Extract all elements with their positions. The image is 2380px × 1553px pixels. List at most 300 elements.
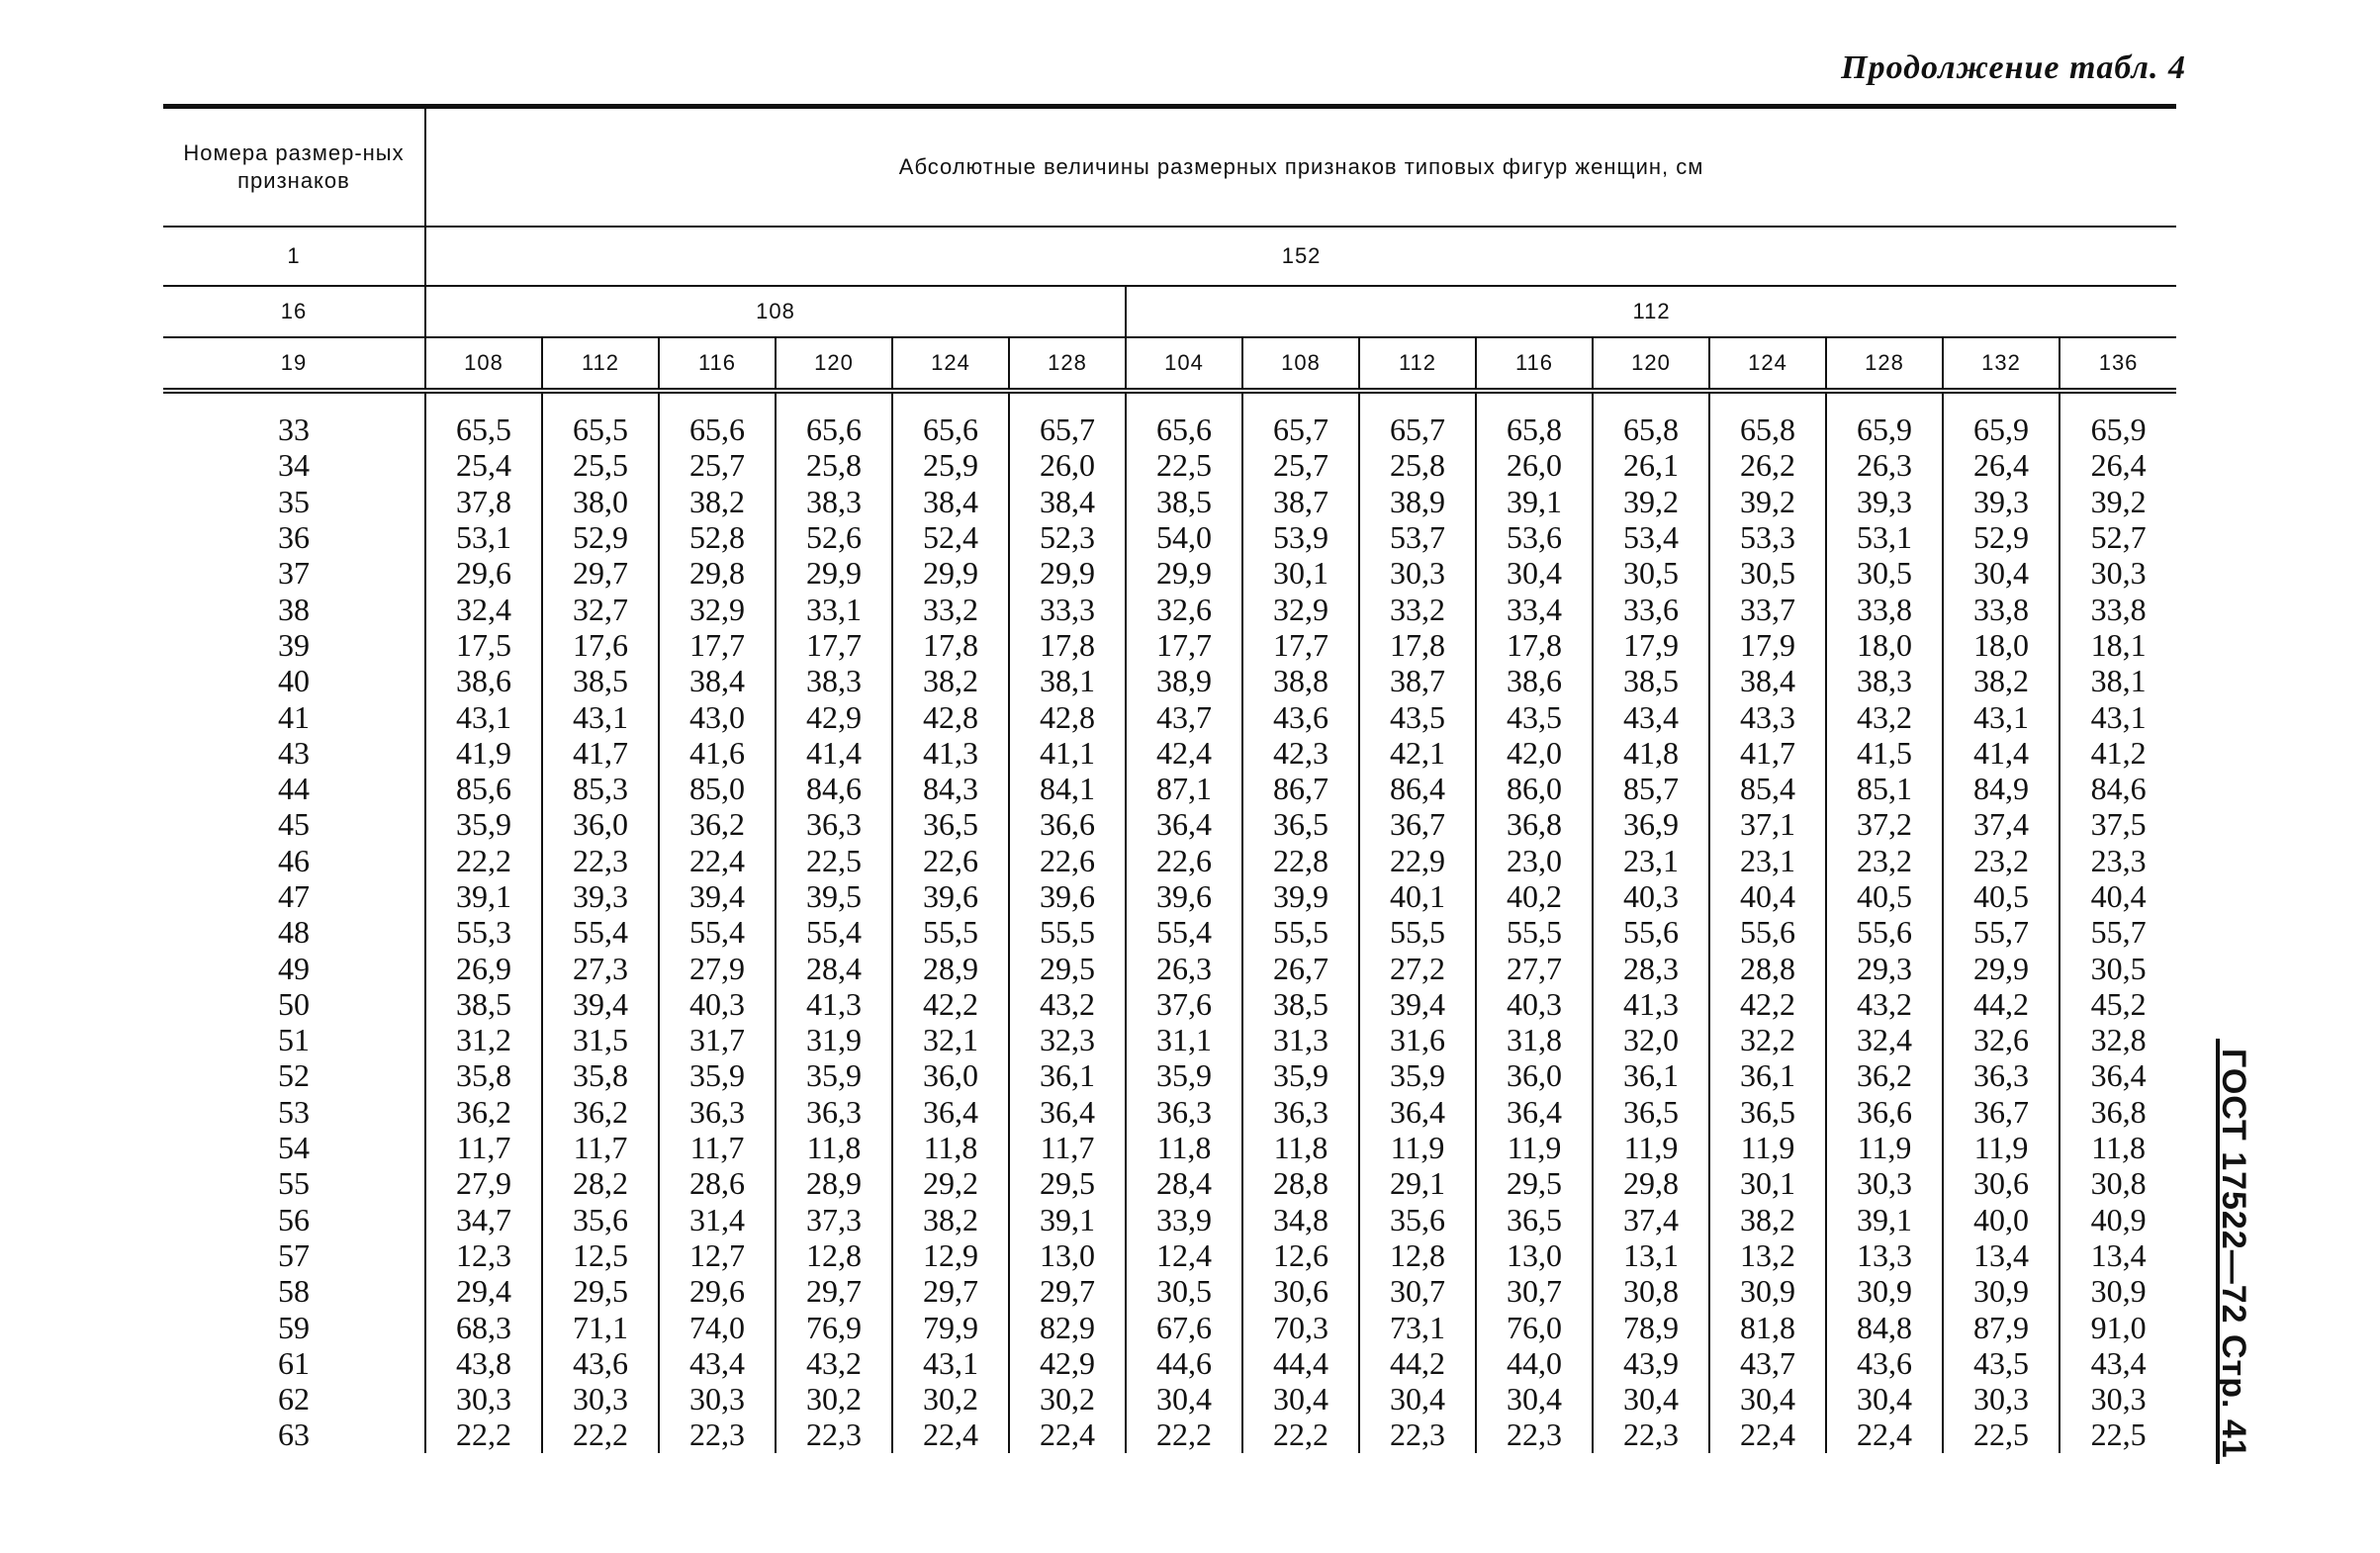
table-row xyxy=(163,1345,2176,1381)
table-cell: 44,0 xyxy=(1476,1345,1593,1381)
table-cell: 32,9 xyxy=(659,591,776,626)
table-cell: 26,4 xyxy=(2060,447,2176,483)
table-cell: 33,6 xyxy=(1593,591,1709,626)
table-cell: 55,5 xyxy=(1009,914,1126,950)
table-cell: 36,0 xyxy=(892,1057,1009,1093)
table-cell: 85,1 xyxy=(1826,771,1943,806)
table-row xyxy=(163,1381,2176,1416)
table-cell: 40,5 xyxy=(1943,878,2060,914)
table-cell: 25,4 xyxy=(425,447,542,483)
table-cell: 12,4 xyxy=(1126,1237,1242,1273)
table-cell: 41,7 xyxy=(542,735,659,771)
table-cell: 40,4 xyxy=(1709,878,1826,914)
table-cell: 17,8 xyxy=(1359,627,1476,663)
table-cell: 29,3 xyxy=(1826,950,1943,985)
table-cell: 39,4 xyxy=(1359,986,1476,1022)
table-cell: 27,7 xyxy=(1476,950,1593,985)
table-cell: 22,5 xyxy=(1943,1416,2060,1452)
table-cell: 26,4 xyxy=(1943,447,2060,483)
table-cell: 53,7 xyxy=(1359,519,1476,555)
table-cell: 43,3 xyxy=(1709,698,1826,734)
table-cell: 31,5 xyxy=(542,1022,659,1057)
table-cell: 30,2 xyxy=(776,1381,892,1416)
table-cell: 12,3 xyxy=(425,1237,542,1273)
table-cell: 36,3 xyxy=(776,806,892,842)
table-cell: 33,3 xyxy=(1009,591,1126,626)
table-cell: 28,9 xyxy=(776,1165,892,1201)
table-row xyxy=(163,986,2176,1022)
table-cell: 30,3 xyxy=(1943,1381,2060,1416)
table-cell: 55,6 xyxy=(1593,914,1709,950)
table-cell: 30,4 xyxy=(1826,1381,1943,1416)
table-cell: 31,4 xyxy=(659,1202,776,1237)
table-cell: 40,9 xyxy=(2060,1202,2176,1237)
table-cell: 36,1 xyxy=(1709,1057,1826,1093)
table-cell: 28,3 xyxy=(1593,950,1709,985)
table-cell: 43,0 xyxy=(659,698,776,734)
table-cell: 17,7 xyxy=(659,627,776,663)
table-cell: 22,9 xyxy=(1359,843,1476,878)
side-stamp-text: ГОСТ 17522—72 Стр. 41 xyxy=(2215,1049,2252,1459)
table-cell: 38,6 xyxy=(425,663,542,698)
table-cell: 43,2 xyxy=(776,1345,892,1381)
table-cell: 41,7 xyxy=(1709,735,1826,771)
row-number: 35 xyxy=(278,483,310,519)
table-cell: 43,2 xyxy=(1009,986,1126,1022)
table-cell: 17,9 xyxy=(1709,627,1826,663)
table-cell: 35,6 xyxy=(1359,1202,1476,1237)
table-cell: 36,2 xyxy=(542,1094,659,1130)
table-cell: 32,3 xyxy=(1009,1022,1126,1057)
table-cell: 38,4 xyxy=(1709,663,1826,698)
size-table xyxy=(163,104,2176,1453)
table-cell: 38,7 xyxy=(1242,484,1359,519)
table-cell: 25,7 xyxy=(1242,447,1359,483)
table-cell: 73,1 xyxy=(1359,1309,1476,1344)
table-cell: 55,4 xyxy=(1126,914,1242,950)
table-cell: 26,1 xyxy=(1593,447,1709,483)
table-cell: 13,3 xyxy=(1826,1237,1943,1273)
table-cell: 31,8 xyxy=(1476,1022,1593,1057)
table-cell: 32,8 xyxy=(2060,1022,2176,1057)
table-cell: 42,4 xyxy=(1126,735,1242,771)
table-cell: 38,5 xyxy=(1242,986,1359,1022)
table-cell: 12,8 xyxy=(776,1237,892,1273)
param-19-label: 19 xyxy=(163,337,425,391)
table-cell: 30,5 xyxy=(1826,555,1943,591)
param-1-value: 152 xyxy=(425,227,2176,286)
table-row xyxy=(163,698,2176,734)
table-cell: 35,9 xyxy=(1242,1057,1359,1093)
param-19-value: 104 xyxy=(1126,337,1242,391)
table-cell: 43,8 xyxy=(425,1345,542,1381)
table-cell: 29,9 xyxy=(892,555,1009,591)
table-cell: 29,9 xyxy=(1943,950,2060,985)
table-cell: 30,6 xyxy=(1242,1273,1359,1309)
table-cell: 23,1 xyxy=(1709,843,1826,878)
table-cell: 13,2 xyxy=(1709,1237,1826,1273)
table-cell: 32,6 xyxy=(1126,591,1242,626)
table-cell: 41,3 xyxy=(1593,986,1709,1022)
table-cell: 41,2 xyxy=(2060,735,2176,771)
table-cell: 13,0 xyxy=(1009,1237,1126,1273)
table-cell: 31,1 xyxy=(1126,1022,1242,1057)
table-cell: 22,5 xyxy=(1126,447,1242,483)
table-cell: 26,0 xyxy=(1009,447,1126,483)
table-cell: 36,3 xyxy=(1126,1094,1242,1130)
row-number: 63 xyxy=(278,1416,310,1453)
table-body xyxy=(163,391,2176,1453)
table-cell: 33,7 xyxy=(1709,591,1826,626)
table-cell: 65,9 xyxy=(2060,391,2176,447)
table-cell: 86,0 xyxy=(1476,771,1593,806)
table-cell: 52,7 xyxy=(2060,519,2176,555)
table-cell: 43,5 xyxy=(1943,1345,2060,1381)
main-header: Абсолютные величины размерных признаков типовых фигур женщин, см xyxy=(425,107,2176,228)
table-cell: 39,2 xyxy=(2060,484,2176,519)
table-cell: 23,2 xyxy=(1826,843,1943,878)
table-cell: 28,6 xyxy=(659,1165,776,1201)
table-cell: 53,3 xyxy=(1709,519,1826,555)
table-cell: 67,6 xyxy=(1126,1309,1242,1344)
table-cell: 35,9 xyxy=(425,806,542,842)
table-cell: 38,2 xyxy=(892,663,1009,698)
row-number: 53 xyxy=(278,1093,310,1130)
table-cell: 34,7 xyxy=(425,1202,542,1237)
table-cell: 86,7 xyxy=(1242,771,1359,806)
table-cell: 35,6 xyxy=(542,1202,659,1237)
table-cell: 27,9 xyxy=(425,1165,542,1201)
table-cell: 84,3 xyxy=(892,771,1009,806)
table-cell: 22,2 xyxy=(425,1416,542,1452)
table-cell: 30,3 xyxy=(659,1381,776,1416)
row-number: 38 xyxy=(278,591,310,627)
table-cell: 26,3 xyxy=(1126,950,1242,985)
row-number: 45 xyxy=(278,806,310,843)
table-cell: 28,4 xyxy=(1126,1165,1242,1201)
table-cell: 54,0 xyxy=(1126,519,1242,555)
table-cell: 22,4 xyxy=(1826,1416,1943,1452)
table-cell: 12,8 xyxy=(1359,1237,1476,1273)
table-cell: 28,8 xyxy=(1709,950,1826,985)
table-cell: 68,3 xyxy=(425,1309,542,1344)
table-cell: 27,9 xyxy=(659,950,776,985)
table-cell: 45,2 xyxy=(2060,986,2176,1022)
table-cell: 29,7 xyxy=(542,555,659,591)
row-number: 41 xyxy=(278,698,310,735)
param-19-value: 112 xyxy=(1359,337,1476,391)
table-cell: 30,4 xyxy=(1943,555,2060,591)
param-16-label: 16 xyxy=(163,286,425,337)
table-cell: 41,5 xyxy=(1826,735,1943,771)
table-cell: 40,4 xyxy=(2060,878,2176,914)
table-cell: 30,1 xyxy=(1709,1165,1826,1201)
table-cell: 39,2 xyxy=(1709,484,1826,519)
table-cell: 52,6 xyxy=(776,519,892,555)
table-cell: 28,2 xyxy=(542,1165,659,1201)
table-cell: 41,8 xyxy=(1593,735,1709,771)
table-cell: 36,2 xyxy=(425,1094,542,1130)
table-cell: 43,5 xyxy=(1476,698,1593,734)
row-number: 44 xyxy=(278,771,310,807)
table-cell: 42,2 xyxy=(892,986,1009,1022)
table-row xyxy=(163,391,2176,447)
table-cell: 39,1 xyxy=(1476,484,1593,519)
row-number: 39 xyxy=(278,626,310,663)
param-19-value: 128 xyxy=(1826,337,1943,391)
table-cell: 22,6 xyxy=(1009,843,1126,878)
table-cell: 82,9 xyxy=(1009,1309,1126,1344)
table-cell: 78,9 xyxy=(1593,1309,1709,1344)
table-cell: 36,3 xyxy=(1242,1094,1359,1130)
table-cell: 38,7 xyxy=(1359,663,1476,698)
param-19-value: 112 xyxy=(542,337,659,391)
table-cell: 37,4 xyxy=(1593,1202,1709,1237)
table-cell: 17,6 xyxy=(542,627,659,663)
table-cell: 55,6 xyxy=(1826,914,1943,950)
table-cell: 38,4 xyxy=(659,663,776,698)
table-cell: 40,2 xyxy=(1476,878,1593,914)
table-cell: 22,3 xyxy=(776,1416,892,1452)
table-cell: 29,7 xyxy=(1009,1273,1126,1309)
table-cell: 38,2 xyxy=(1709,1202,1826,1237)
table-cell: 38,1 xyxy=(1009,663,1126,698)
table-cell: 25,8 xyxy=(776,447,892,483)
table-cell: 17,5 xyxy=(425,627,542,663)
table-cell: 35,8 xyxy=(542,1057,659,1093)
table-cell: 26,9 xyxy=(425,950,542,985)
table-cell: 55,4 xyxy=(542,914,659,950)
table-cell: 38,2 xyxy=(892,1202,1009,1237)
table-cell: 39,3 xyxy=(1826,484,1943,519)
row-number: 58 xyxy=(278,1273,310,1310)
table-cell: 22,8 xyxy=(1242,843,1359,878)
table-cell: 38,4 xyxy=(1009,484,1126,519)
table-cell: 26,7 xyxy=(1242,950,1359,985)
table-cell: 44,4 xyxy=(1242,1345,1359,1381)
table-cell: 23,2 xyxy=(1943,843,2060,878)
table-cell: 11,8 xyxy=(1242,1130,1359,1165)
table-cell: 86,4 xyxy=(1359,771,1476,806)
table-cell: 39,3 xyxy=(542,878,659,914)
table-cell: 17,9 xyxy=(1593,627,1709,663)
table-cell: 42,8 xyxy=(1009,698,1126,734)
table-cell: 41,1 xyxy=(1009,735,1126,771)
table-cell: 53,1 xyxy=(1826,519,1943,555)
table-cell: 30,8 xyxy=(2060,1165,2176,1201)
table-cell: 36,1 xyxy=(1593,1057,1709,1093)
table-cell: 33,8 xyxy=(1826,591,1943,626)
table-cell: 38,6 xyxy=(1476,663,1593,698)
table-cell: 36,4 xyxy=(1126,806,1242,842)
table-cell: 43,2 xyxy=(1826,698,1943,734)
table-cell: 36,1 xyxy=(1009,1057,1126,1093)
table-cell: 36,5 xyxy=(1709,1094,1826,1130)
table-cell: 29,2 xyxy=(892,1165,1009,1201)
table-cell: 36,2 xyxy=(1826,1057,1943,1093)
table-cell: 29,8 xyxy=(1593,1165,1709,1201)
table-cell: 55,3 xyxy=(425,914,542,950)
table-cell: 39,5 xyxy=(776,878,892,914)
table-cell: 42,9 xyxy=(1009,1345,1126,1381)
table-cell: 76,0 xyxy=(1476,1309,1593,1344)
row-number: 48 xyxy=(278,914,310,951)
table-cell: 25,8 xyxy=(1359,447,1476,483)
table-cell: 43,1 xyxy=(892,1345,1009,1381)
table-cell: 44,2 xyxy=(1943,986,2060,1022)
row-number: 33 xyxy=(278,411,310,448)
table-cell: 42,9 xyxy=(776,698,892,734)
table-cell: 37,3 xyxy=(776,1202,892,1237)
table-cell: 41,3 xyxy=(776,986,892,1022)
table-cell: 43,6 xyxy=(1242,698,1359,734)
table-cell: 52,4 xyxy=(892,519,1009,555)
table-row xyxy=(163,950,2176,985)
table-cell: 84,6 xyxy=(2060,771,2176,806)
table-cell: 29,6 xyxy=(659,1273,776,1309)
table-cell: 30,3 xyxy=(1826,1165,1943,1201)
table-cell: 11,7 xyxy=(1009,1130,1126,1165)
table-cell: 55,5 xyxy=(1476,914,1593,950)
table-cell: 38,9 xyxy=(1359,484,1476,519)
table-cell: 11,9 xyxy=(1476,1130,1593,1165)
table-cell: 38,9 xyxy=(1126,663,1242,698)
table-cell: 29,9 xyxy=(1009,555,1126,591)
table-cell: 70,3 xyxy=(1242,1309,1359,1344)
table-cell: 36,7 xyxy=(1943,1094,2060,1130)
table-cell: 43,2 xyxy=(1826,986,1943,1022)
table-cell: 29,5 xyxy=(1476,1165,1593,1201)
table-row xyxy=(163,519,2176,555)
table-cell: 38,5 xyxy=(1126,484,1242,519)
table-row xyxy=(163,1202,2176,1237)
table-cell: 87,9 xyxy=(1943,1309,2060,1344)
table-cell: 30,4 xyxy=(1593,1381,1709,1416)
table-cell: 39,1 xyxy=(425,878,542,914)
table-cell: 30,4 xyxy=(1476,555,1593,591)
table-cell: 41,6 xyxy=(659,735,776,771)
table-cell: 25,9 xyxy=(892,447,1009,483)
table-row xyxy=(163,735,2176,771)
table-cell: 32,6 xyxy=(1943,1022,2060,1057)
table-row xyxy=(163,1130,2176,1165)
table-cell: 30,5 xyxy=(1593,555,1709,591)
table-row xyxy=(163,1237,2176,1273)
table-cell: 38,5 xyxy=(542,663,659,698)
table-cell: 65,8 xyxy=(1476,391,1593,447)
table-cell: 36,5 xyxy=(892,806,1009,842)
table-cell: 35,9 xyxy=(1126,1057,1242,1093)
row-number: 46 xyxy=(278,842,310,878)
table-cell: 11,9 xyxy=(1593,1130,1709,1165)
table-cell: 39,2 xyxy=(1593,484,1709,519)
table-cell: 36,9 xyxy=(1593,806,1709,842)
table-cell: 43,9 xyxy=(1593,1345,1709,1381)
table-cell: 43,4 xyxy=(659,1345,776,1381)
table-cell: 22,6 xyxy=(1126,843,1242,878)
table-cell: 13,1 xyxy=(1593,1237,1709,1273)
table-cell: 30,1 xyxy=(1242,555,1359,591)
param-19-value: 124 xyxy=(1709,337,1826,391)
table-cell: 33,8 xyxy=(1943,591,2060,626)
table-cell: 30,7 xyxy=(1476,1273,1593,1309)
row-number: 51 xyxy=(278,1022,310,1058)
table-cell: 17,8 xyxy=(1476,627,1593,663)
table-cell: 36,2 xyxy=(659,806,776,842)
table-cell: 87,1 xyxy=(1126,771,1242,806)
table-cell: 29,9 xyxy=(776,555,892,591)
table-cell: 37,4 xyxy=(1943,806,2060,842)
table-cell: 36,4 xyxy=(1476,1094,1593,1130)
param-16-group: 108 xyxy=(425,286,1126,337)
table-cell: 84,6 xyxy=(776,771,892,806)
table-cell: 22,3 xyxy=(1476,1416,1593,1452)
table-cell: 42,0 xyxy=(1476,735,1593,771)
table-cell: 36,6 xyxy=(1009,806,1126,842)
table-row xyxy=(163,1022,2176,1057)
table-cell: 71,1 xyxy=(542,1309,659,1344)
table-cell: 22,2 xyxy=(1242,1416,1359,1452)
table-cell: 30,4 xyxy=(1359,1381,1476,1416)
table-cell: 32,0 xyxy=(1593,1022,1709,1057)
table-cell: 17,7 xyxy=(1242,627,1359,663)
table-cell: 22,2 xyxy=(542,1416,659,1452)
table-cell: 17,7 xyxy=(1126,627,1242,663)
table-cell: 11,7 xyxy=(659,1130,776,1165)
table-cell: 36,6 xyxy=(1826,1094,1943,1130)
table-cell: 31,9 xyxy=(776,1022,892,1057)
table-cell: 65,8 xyxy=(1593,391,1709,447)
table-cell: 30,4 xyxy=(1126,1381,1242,1416)
table-cell: 65,6 xyxy=(892,391,1009,447)
table-cell: 30,4 xyxy=(1709,1381,1826,1416)
table-cell: 52,9 xyxy=(542,519,659,555)
table-cell: 41,4 xyxy=(1943,735,2060,771)
table-row xyxy=(163,555,2176,591)
table-cell: 37,1 xyxy=(1709,806,1826,842)
table-cell: 76,9 xyxy=(776,1309,892,1344)
table-cell: 43,7 xyxy=(1126,698,1242,734)
table-cell: 32,2 xyxy=(1709,1022,1826,1057)
table-cell: 40,3 xyxy=(1593,878,1709,914)
table-cell: 43,1 xyxy=(542,698,659,734)
table-cell: 30,4 xyxy=(1476,1381,1593,1416)
table-row xyxy=(163,627,2176,663)
table-cell: 38,2 xyxy=(1943,663,2060,698)
table-cell: 42,2 xyxy=(1709,986,1826,1022)
table-cell: 27,3 xyxy=(542,950,659,985)
table-cell: 37,2 xyxy=(1826,806,1943,842)
table-cell: 30,8 xyxy=(1593,1273,1709,1309)
table-cell: 31,6 xyxy=(1359,1022,1476,1057)
table-cell: 36,4 xyxy=(1009,1094,1126,1130)
table-cell: 11,8 xyxy=(2060,1130,2176,1165)
row-number: 56 xyxy=(278,1201,310,1237)
table-cell: 84,9 xyxy=(1943,771,2060,806)
table-cell: 65,7 xyxy=(1242,391,1359,447)
table-cell: 26,2 xyxy=(1709,447,1826,483)
row-number: 43 xyxy=(278,734,310,771)
table-cell: 29,7 xyxy=(776,1273,892,1309)
table-cell: 11,8 xyxy=(892,1130,1009,1165)
table-cell: 65,5 xyxy=(542,391,659,447)
table-cell: 22,3 xyxy=(1593,1416,1709,1452)
table-cell: 29,5 xyxy=(1009,950,1126,985)
table-cell: 65,6 xyxy=(1126,391,1242,447)
row-number: 37 xyxy=(278,555,310,592)
table-cell: 91,0 xyxy=(2060,1309,2176,1344)
table-cell: 33,1 xyxy=(776,591,892,626)
